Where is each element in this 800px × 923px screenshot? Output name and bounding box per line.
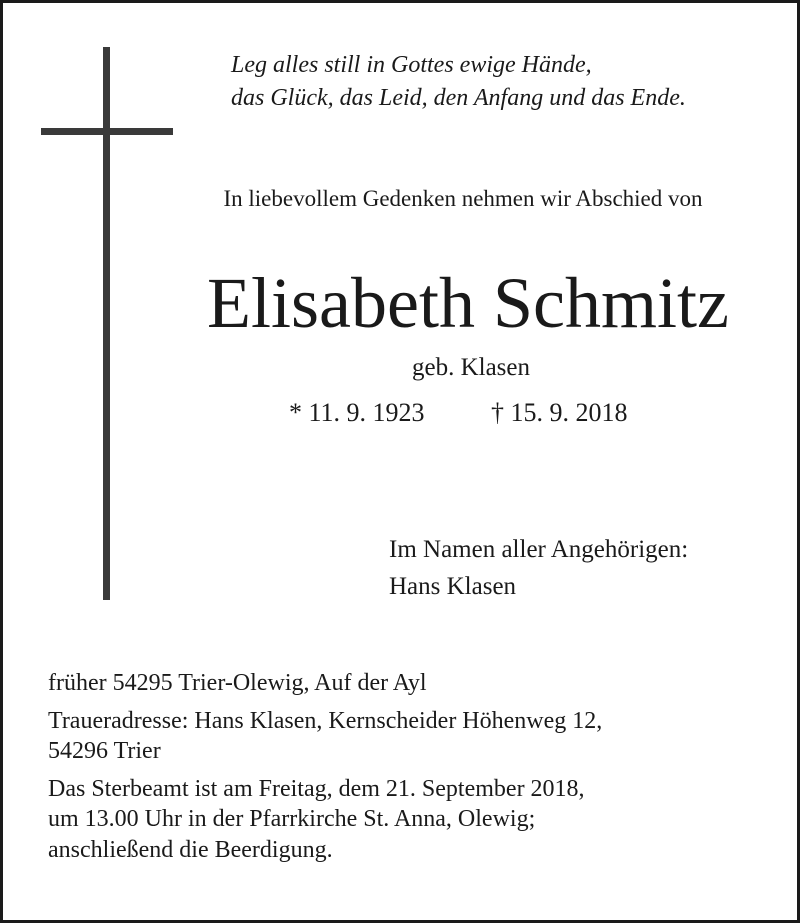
signoff-line-1: Im Namen aller Angehörigen: <box>389 536 689 563</box>
mourning-address-line-2: 54296 Trier <box>48 738 161 764</box>
mourning-address-line-1: Traueradresse: Hans Klasen, Kernscheider Höhenweg 12, <box>48 707 603 734</box>
former-address: früher 54295 Trier-Olewig, Auf der Ayl <box>48 670 427 696</box>
death-date: † 15. 9. 2018 <box>491 398 628 427</box>
maiden-name: geb. Klasen <box>411 354 531 381</box>
signoff <box>389 531 688 605</box>
service-info-line-1: Das Sterbeamt ist am Freitag, dem 21. September 2018, <box>48 775 585 802</box>
service-info-line-2: um 13.00 Uhr in der Pfarrkirche St. Anna, Olewig; <box>48 806 536 832</box>
verse <box>231 49 771 115</box>
verse-line-2: das Glück, das Leid, den Anfang und das Ende. <box>231 85 686 111</box>
intro-text: In liebevollem Gedenken nehmen wir Abschied von <box>223 186 703 211</box>
service-info-line-3: anschließend die Beerdigung. <box>48 836 333 863</box>
verse-line-1: Leg alles still in Gottes ewige Hände, <box>231 52 592 78</box>
deceased-name: Elisabeth Schmitz <box>207 263 729 343</box>
cross-icon-horizontal-beam <box>41 128 173 135</box>
signoff-line-2: Hans Klasen <box>389 573 517 600</box>
birth-date: * 11. 9. 1923 <box>289 398 425 427</box>
details-block <box>48 668 756 865</box>
